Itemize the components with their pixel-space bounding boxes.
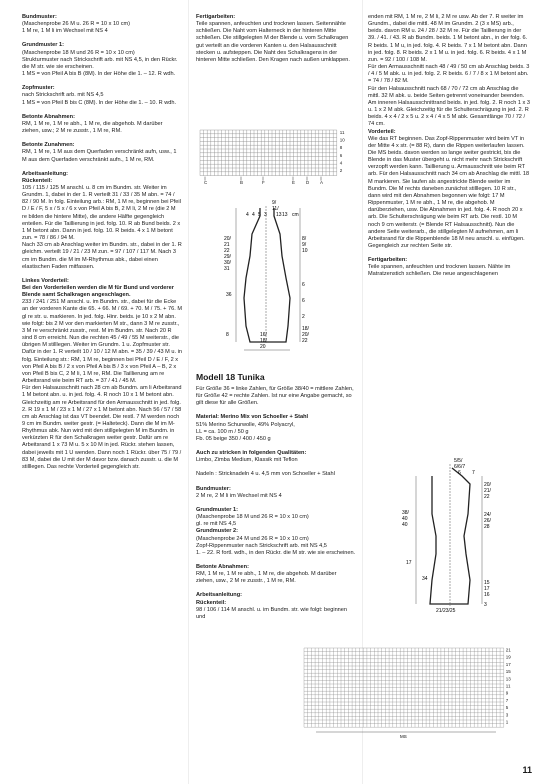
label-s1-r1-3: 10 [302,248,308,254]
text-betonte-abnahmen: RM, 1 M re, 1 M re abh., 1 M re, die abgehob. M darüber ziehen, usw.; 2 M re zusstr., 1 M re, RM. [22,120,163,135]
arrow-label: C [204,180,208,185]
heading-rueckenteil-18: Rückenteil: [196,599,227,606]
heading-rueckenteil: Rückenteil: [22,177,53,184]
column-rule [188,0,189,784]
text-betonte-zunahmen: RM, 1 M re, 1 M aus dem Querfaden verschränkt aufn, usw., 1 M aus dem Querfaden verschränkt aufn., 1 M re, RM. [22,149,177,163]
label-s1-bottom-1: 16/ [260,332,267,338]
heading-material: Material: Merino Mix von Schoeller + Stahl [196,414,309,421]
label-s2-cm3: 3 [484,602,487,608]
label-s2-r2-2: 26/ [484,518,491,524]
page-number: 11 [522,765,532,775]
heading-arbeitsanleitung-18: Arbeitsanleitung: [196,592,242,599]
heading-betonte-abnahmen: Betonte Abnahmen: [22,113,75,120]
model-18-section [196,372,356,621]
heading-betonte-zunahmen: Betonte Zunahmen: [22,142,75,149]
row-number: 9 [505,690,509,696]
label-s2-top-1: 5/5/ [454,458,463,464]
text-sizes: Für Größe 36 = linke Zahlen, für Größe 38/40 = mittlere Zahlen, für Größe 42 = rechte Zahlen. Ist nur eine Angabe gemacht, so gilt diese für alle Größen. [196,386,354,407]
text-vorderteil-18: Wie das RT beginnen. Das Zopf-Rippenmuster wird beim VT in der Mitte 4 x str. (= 88 R), dann die Rippen weiterlaufen lassen. Die MS beids. davon werden so lange weiter gestrickt, bis die Blende in das Muster übergeht u. nicht mehr nach Strickschrift verzopft werden kann. Taillierung u. Armausschnitt wie beim RT arb. Für den Halsausschnitt nach 34 cm ab Anschlag die mittl. 18 M markieren. Sie laufen als angestrickte Blende weiter im Bundm. Die M rechts daneben zunächst stilllegen. 10 R str., dann wird mit den Abnahmen begonnen wie folgt: 17 M Rippenmuster, 1 M re abh., 1 M re, die abgehob. M darüberziehen, usw. Die Abnahmen in jed. folg. 4. R noch 20 x arb. Die Schulterschrägung wie beim RT arb. Die restl. 10 M noch 9 cm weiterstr. (= Blende RT Halsausschnitt). Nun die andere Seite weiterarb., die stillgelegten M aufnehmen, am li Arbeitsrand für die Rippenblende 18 M neu anschl. u. einfügen. Gegengleich zur rechten Seite str. [368,135,530,249]
row-number: 3 [505,712,509,718]
text-rueckenteil-18: 98 / 106 / 114 M anschl. u. im Bundm. str. wie folgt: beginnen und [196,606,348,620]
text-fertigarbeiten-18: Teile spannen, anfeuchten und trocknen lassen. Nähte im Matratzenstich schließen. Die neue angeschlagenen [368,264,511,278]
label-s1-sh-3: 5 [258,212,261,218]
label-s2-r3-2: 17 [484,586,490,592]
label-s2-r1-2: 21/ [484,488,491,494]
label-s2-r3-3: 16 [484,592,490,598]
text-grundmuster-2-18: (Maschenprobe 24 M und 26 R = 10 x 10 cm) Zopf-Rippenmuster nach Strickschrift arb. mit NS 4,5 1. – 22. R fortl. wdh., in den Rückr. die M str. wie sie erscheinen. [196,535,356,556]
label-s2-top-3: 6 [458,470,461,476]
label-s1-l1-2: 21 [224,242,230,248]
heading-fertigarbeiten-18: Fertigarbeiten: [368,257,408,264]
text-grundmuster-1-18: (Maschenprobe 18 M und 26 R = 10 x 10 cm) gl. re mit NS 4,5 [196,514,309,528]
text-rueckenteil-18-cont: enden mit RM, 1 M re, 2 M li, 2 M re usw. Ab der 7. R weiter im Grundm., dabei die mittl. 48 M im Grundm. 2 (3 x MS) arb., beids. davon RM u. 24 / 28 / 32 M re. Für die Taillierung in der 39. / 41. / 43. R ab Bundm. beids. 1 M betont abn., in der folg. 6. R beids. 1 M u, in jed. folg. 4. R beids. 7 x 1 M betont abn. Dann in jed. folg. 8. R beids. 2 x 1 M u. in jed. folg. 6. R beids. 4 x 1 M zun. = 92 / 100 / 108 M. Für den Armausschnitt nach 48 / 49 / 50 cm ab Anschlag beids. 3 / 4 / 5 M abk. u. in jed. folg. 2. R beids. 6 / 7 / 8 x 1 M betont abn. = 74 / 78 / 82 M. Für den Halsausschnitt nach 68 / 70 / 72 cm ab Anschlag die mittl. 32 M abk. u. beide Seiten getrennt voneinander beenden. Am inneren Halsausschnittrand beids. in jed. folg. 2. R noch 1 x 3 u. 1 x 2 M abk. Gleichzeitig für die Schulterschrägung in jed. 2. R beids. 4 x 4 / 2 x 5 u. 2 x 4 / 4 x 5 M abk. Gesamtlänge 70 / 72 / 74 cm. [368,14,530,128]
row-number: 13 [505,676,511,682]
arrow-label: E [292,180,296,185]
label-s2-r2-3: 28 [484,524,490,530]
stitch-chart-zopf-rippen [300,644,530,740]
heading-grundmuster-1: Grundmuster 1: [22,42,64,49]
label-s1-sh-4: 3 [264,212,267,218]
text-rueckenteil: 105 / 115 / 125 M anschl. u. 8 cm im Bundm. str. Weiter im Grundm. 1, dabei in der 1. R verteilt 31 / 33 / 35 M abn. = 74 / 82 / 90 M. In folg. Einteilung arb.: RM, 1 M re, beginnen bei Pfeil D / E / F, 5 x / 5 x / 6 x von Pfeil A bis B, 2 M li, 2 M re (die 2 M re bilden die hintere Mitte), die andere Hälfte gegengleich enteilen. Für die Taillierung in jed. folg. 10. R ab Bund beids. 2 x 1 M betont abn. Dann in jed. folg. 10. R beids. 4 x 1 M betont zun. = 78 / 86 / 94 M. Nach 33 cm ab Anschlag weiter im Bundm. str., dabei in der 1. R gleichm. verteilt 19 / 21 / 23 M zun. = 97 / 107 / 117 M. Nach 3 cm im Bundm. die M im M-Rhythmus abk., dabei einen elastischen Faden mitfassen. [22,184,182,270]
text-zopfmuster: nach Strickschrift arb. mit NS 4,5 1 MS = von Pfeil B bis C (8M). In der Höhe die 1. – 10. R wdh. [22,92,177,106]
stitch-chart-grundmuster-zopf [196,124,356,186]
row-number: 8 [339,145,343,151]
label-s1-r3-2: 6 [302,298,305,304]
label-s1-r1-1: 8/ [302,236,307,242]
label-s2-l1-2: 40 [402,516,408,522]
label-s1-sh-1: 4 [246,212,249,218]
label-s2-r1-3: 22 [484,494,490,500]
label-s1-bottom-3: 20 [260,344,266,350]
heading-arbeitsanleitung: Arbeitsanleitung: [22,170,68,177]
label-s1-l3: 36 [226,292,232,298]
heading-zopfmuster: Zopfmuster: [22,85,55,92]
arrow-label: B [240,180,244,185]
arrow-label: A [320,180,324,185]
schematic-tunika [392,454,512,616]
row-number: 10 [339,137,345,143]
label-s1-bottom-2: 18/ [260,338,267,344]
row-number: 11 [505,683,511,689]
row-number: 4 [339,160,343,166]
label-ms: MS [400,734,407,739]
label-s1-sh-5: 13 [282,212,288,218]
heading-bundmuster-18: Bundmuster: [196,485,231,492]
column-right [368,14,530,279]
heading-fertigarbeiten: Fertigarbeiten: [196,14,236,20]
label-s1-r4-3: 22 [302,338,308,344]
text-nadeln: Nadeln : Stricknadeln 4 u. 4,5 mm von Schoeller + Stahl [196,471,335,478]
label-s1-sh-6: cm [292,212,299,218]
label-s2-l2: 34 [422,576,428,582]
label-s1-top-3: 13 [276,212,282,218]
row-number: 17 [505,661,511,667]
label-s2-r3-1: 15 [484,580,490,586]
arrow-label: F [262,180,265,185]
label-s1-r4-1: 18/ [302,326,309,332]
text-linkes-vorderteil: 233 / 241 / 251 M anschl. u. im Bundm. str., dabei für die Ecke an der vorderen Kante die 65. + 66. M / 69. + 70. M / 75. + 76. M gl re str. u. markieren. In jed. folg. Hinr. beids. je 10 x 2 M abn. wie folgt: bis 2 M vor den markierten M str., dann 3 M re zusstr., 3 M re verschränkt zusstr., rest. M im Bundm. str. Nach 20 R sind 8 cm erreicht. Nun die rechten 45 / 49 / 55 M weiterstr., die übrigen M stilllegen. Weiter im Grundm. 1 u. Zopfmuster str. Dafür in der 1. R verteilt 10 / 10 / 12 M abn. = 35 / 39 / 43 M u. in folg. Einteilung str.: RM, 1 M re, beginnen bei Pfeil D / E / F, 2 x von Pfeil A bis B / 2 x von Pfeil A bis B / 3 x von Pfeil A – B, 2 x von Pfeil B bis C, 2 M li, 1 M re, RM. Die Taillierung am re Arbeitsrand wie beim RT arb. = 37 / 41 / 45 M. Für den Halsausschnitt nach 28 cm ab Bundm. am li Arbeitsrand 1 M betont abn. u. in jed. folg. 4. R noch 10 x 1 M betont abn. Gleichzeitig am re Arbeitsrand für den Armausschnitt in jed. folg. 2. R 19 x 1 M / 23 x 1 M / 27 x 1 M betont abn. Nach 56 / 57 / 58 cm ab Anschlag ist das VT beendet. Die restl. 7 M werden noch 9 cm im Bundm. weiter gestr. (= Halteteck). Dann die M im M-Rhythmus abk. Nun wird mit den stillgelegten M im Bundm. in verkürzten R für den Schalkragen weiter gestr. Dafür am re Arbeitsrand 1 x 73 M u. 5 x 10 M in jed. Rückr. stehen lassen, dabei jeweils mit 1 U wenden. Dann noch 1 Rückr. über 75 / 79 / 83 M, dabei die U mit der M davor bzw. danach zusstr. u. die M stilllegen. Das rechte Vorderteil gegengleich str. [22,299,182,470]
label-s1-cm8: 8 [226,332,229,338]
row-number: 2 [339,168,343,173]
row-number: 6 [339,152,343,158]
label-s1-r3-1: 6 [302,282,305,288]
label-s2-l3: 17 [406,560,412,566]
label-s2-bottom: 21/23/25 [436,608,456,614]
heading-linkes-vorderteil: Linkes Vorderteil: [22,277,69,284]
heading-grundmuster-2-18: Grundmuster 2: [196,528,238,535]
label-s1-l2-3: 31 [224,266,230,272]
row-number: 15 [505,669,511,675]
label-s2-l1-3: 40 [402,522,408,528]
row-number: 1 [505,719,509,725]
label-s2-top-2: 6/6/7 [454,464,466,470]
row-number: 21 [505,647,511,653]
heading-vorderteil-18: Vorderteil: [368,128,396,135]
row-number: 11 [339,130,345,135]
label-s1-l2-1: 29/ [224,254,231,260]
text-grundmuster-1: (Maschenprobe 18 M und 26 R = 10 x 10 cm) Strukturmuster nach Strickschrift arb. mit NS 4,5, in den Rückr. die M str. wie sie erscheinen. 1 MS = von Pfeil A bis B (8M). In der Höhe die 1. – 12. R wdh. [22,49,178,78]
text-betonte-abnahmen-18: RM, 1 M re, 1 M re abh., 1 M re, die abgehob. M darüber ziehen, usw., 2 M re zusstr., 1 M re, RM. [196,571,337,585]
label-s1-r4-2: 20/ [302,332,309,338]
model-title: Modell 18 Tunika [196,372,265,382]
row-number: 5 [505,705,509,711]
label-s2-r1-1: 20/ [484,482,491,488]
heading-grundmuster-1-18: Grundmuster 1: [196,506,238,513]
arrow-label: D [306,180,310,185]
label-s1-top-2: 11/ [272,206,279,212]
column-left [22,14,182,471]
label-s1-l1-1: 20/ [224,236,231,242]
heading-qualitaeten: Auch zu stricken in folgenden Qualitäten: [196,450,307,457]
row-number: 7 [505,697,509,703]
label-s2-top-4: 7 [472,470,475,476]
text-linkes-vorderteil-intro: Bei den Vorderteilen werden die M für Bund und vorderer Blende samt Schalkragen angeschlagen. [22,285,174,299]
label-s1-l2-2: 30/ [224,260,231,266]
heading-bundmuster: Bundmuster: [22,14,57,20]
text-fertigarbeiten: Teile spannen, anfeuchten und trocknen lassen. Seitennähte schließen. Die Naht vom Halterneck in der hinteren Mitte schließen. Die stillgelegten M der Blende u. vom Schalkragen gut verteilt an die vorderen Kanten u. den Halsausschnitt stecken u. aufsteppen. Die Naht des Schalkragens in der hinteren Mitte schließen. Den Kragen nach außen umklappen. [196,21,350,63]
label-s1-r3-3: 2 [302,314,305,320]
label-s1-r1-2: 9/ [302,242,307,248]
label-s1-top-1: 9/ [272,200,277,206]
row-number: 19 [505,654,511,660]
text-bundmuster: (Maschenprobe 26 M u. 26 R = 10 x 10 cm) 1 M re, 1 M li im Wechsel mit NS 4 [22,21,131,35]
text-qualitaeten: Limbo, Zimba Medium, Klassik mit Teflon [196,457,298,464]
label-s1-sh-2: 4 [252,212,255,218]
label-s2-r2-1: 24/ [484,512,491,518]
text-material: 51% Merino Schurwolle, 49% Polyacryl, LL = ca. 100 m / 50 g Fb. 05 beige 350 / 400 / 450 g [196,421,295,442]
schematic-rueckenteil [216,196,326,356]
label-s2-l1-1: 38/ [402,510,409,516]
label-s1-l1-3: 22 [224,248,230,254]
heading-betonte-abnahmen-18: Betonte Abnahmen: [196,563,249,570]
text-bundmuster-18: 2 M re, 2 M li im Wechsel mit NS 4 [196,492,282,499]
column-middle [196,14,356,64]
